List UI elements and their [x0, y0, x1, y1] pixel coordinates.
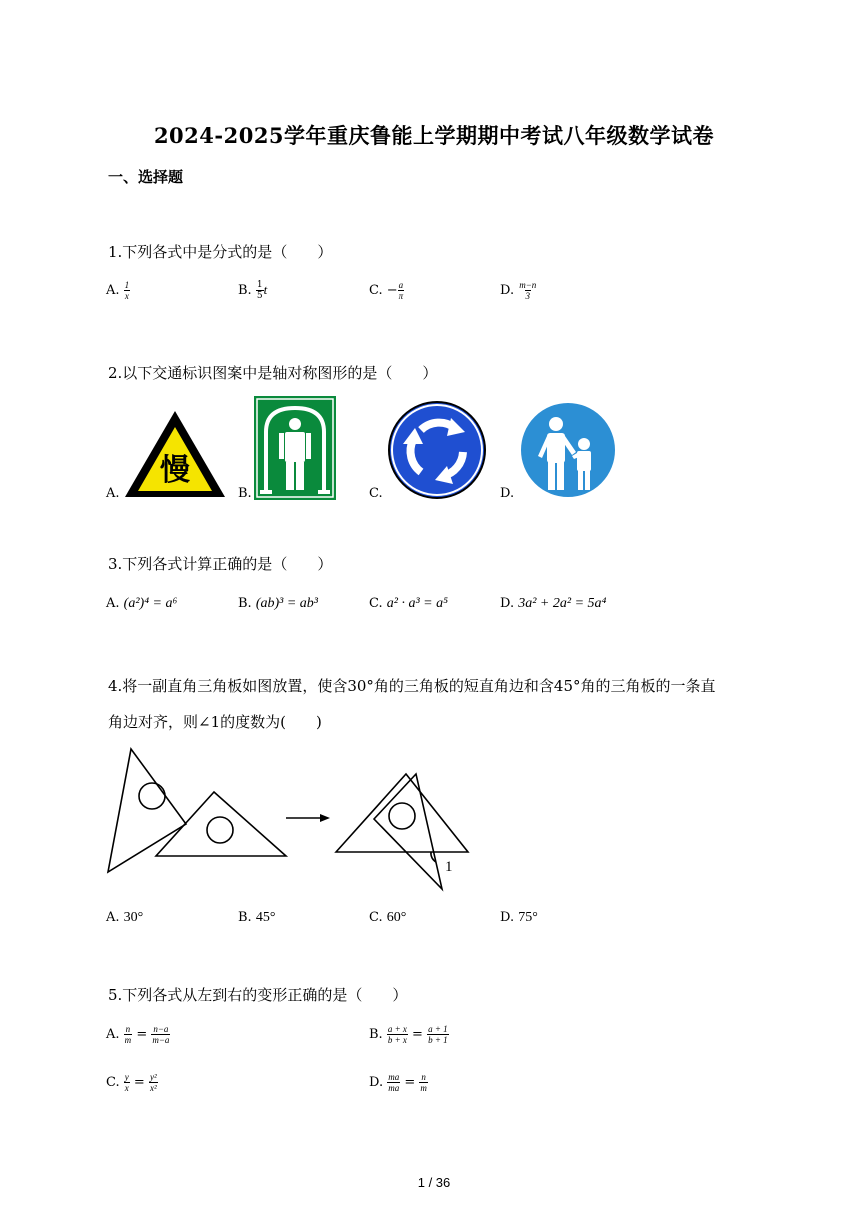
minus-sign: −: [386, 283, 398, 298]
fraction-right: $\frac{n}{m}$: [420, 1072, 427, 1093]
ruler-45-left: [156, 792, 286, 856]
option-label: A.: [106, 283, 120, 298]
option-label: C.: [369, 910, 383, 925]
q3-option-d[interactable]: [500, 596, 606, 612]
q4-option-c[interactable]: [369, 910, 406, 926]
triangle-rulers-figure: [100, 744, 480, 894]
expression: (a²)⁴ = a⁶: [123, 596, 178, 611]
fraction-left: $\frac{ma}{ma}$: [388, 1072, 400, 1093]
fraction-left: $\frac{y}{x}$: [124, 1072, 129, 1093]
equals-sign: =: [404, 1075, 416, 1090]
fraction-right: $\frac{n-a}{m-a}$: [152, 1024, 170, 1045]
slow-sign-icon[interactable]: [122, 408, 228, 500]
option-label: A.: [106, 596, 120, 611]
equals-sign: =: [133, 1075, 145, 1090]
page-number: 1 / 36: [417, 1175, 451, 1190]
fraction-left: $\frac{n}{m}$: [124, 1024, 132, 1045]
q1-option-c[interactable]: [369, 280, 404, 301]
option-label: C.: [369, 596, 383, 611]
q4-option-a[interactable]: [106, 910, 143, 926]
option-label: D.: [500, 910, 515, 925]
expression: (ab)³ = ab³: [255, 596, 318, 611]
equals-sign: =: [412, 1027, 423, 1042]
ruler-30-right: [374, 774, 442, 889]
fraction: $\frac{a}{\pi}$: [398, 280, 404, 301]
q3-option-b[interactable]: [238, 596, 318, 612]
ruler-45-left-hole: [207, 817, 233, 843]
question-3-stem: 3.下列各式计算正确的是（ ）: [108, 555, 333, 573]
fraction: $\frac{1}{5}$: [256, 280, 263, 301]
fraction-right: $\frac{a + 1}{b + 1}$: [428, 1024, 448, 1045]
ruler-30-right-hole: [389, 803, 415, 829]
ruler-30-left-hole: [139, 783, 165, 809]
variable: t: [263, 282, 268, 297]
section-heading: 一、选择题: [108, 168, 184, 186]
q1-option-d[interactable]: [500, 280, 537, 301]
option-label: B.: [238, 283, 252, 298]
angle-1-label: 1: [445, 859, 453, 875]
expression: a² · a³ = a⁵: [386, 596, 448, 611]
option-value: 60°: [386, 910, 407, 925]
q2-label-b[interactable]: B.: [238, 486, 252, 501]
fraction-left: $\frac{a + x}{b + x}$: [387, 1024, 407, 1045]
pedestrian-sign-icon[interactable]: [516, 400, 620, 500]
fraction: $\frac{1}{x}$: [124, 280, 130, 301]
question-1-stem: 1.下列各式中是分式的是（ ）: [108, 243, 333, 261]
option-value: 75°: [518, 910, 538, 925]
option-label: D.: [369, 1075, 384, 1090]
option-label: D.: [500, 596, 515, 611]
option-label: C.: [106, 1075, 120, 1090]
q5-option-b[interactable]: [369, 1024, 449, 1045]
option-label: B.: [369, 1027, 383, 1042]
roundabout-sign-icon[interactable]: [385, 400, 489, 500]
option-label: A.: [106, 1027, 120, 1042]
fraction-right: $\frac{\text{y²}}{\text{x²}}$: [149, 1072, 157, 1093]
q1-option-a[interactable]: [106, 280, 130, 301]
option-label: C.: [369, 283, 383, 298]
option-label: B.: [238, 596, 252, 611]
option-value: 30°: [123, 910, 144, 925]
q3-option-c[interactable]: [369, 596, 448, 612]
q2-label-c[interactable]: C.: [369, 486, 383, 501]
fraction: $\frac{m-n}{3}$: [519, 280, 537, 301]
ruler-30-left: [108, 749, 186, 872]
slow-sign-text: 慢: [160, 453, 190, 488]
q5-option-a[interactable]: [106, 1024, 170, 1045]
q4-option-d[interactable]: [500, 910, 538, 926]
q4-option-b[interactable]: [238, 910, 275, 926]
option-label: B.: [238, 910, 252, 925]
page-title: 2024-2025学年重庆鲁能上学期期中考试八年级数学试卷: [153, 123, 715, 148]
expression: 3a² + 2a² = 5a⁴: [518, 596, 607, 611]
q2-label-d[interactable]: D.: [500, 486, 515, 501]
ruler-45-right: [336, 774, 468, 852]
question-5-stem: 5.下列各式从左到右的变形正确的是（ ）: [108, 986, 408, 1004]
q3-option-a[interactable]: [106, 596, 177, 612]
transform-arrow-head: [320, 814, 330, 822]
q5-option-d[interactable]: [369, 1072, 428, 1093]
question-4-stem-line1: 4.将一副直角三角板如图放置，使含30°角的三角板的短直角边和含45°角的三角板的一条直: [108, 677, 716, 695]
question-4-stem-line2: 角边对齐，则∠1的度数为( ): [108, 713, 322, 731]
option-label: D.: [500, 283, 515, 298]
question-2-stem: 2.以下交通标识图案中是轴对称图形的是（ ）: [108, 364, 438, 382]
q5-option-c[interactable]: [106, 1072, 158, 1093]
emergency-shelter-sign-icon[interactable]: [254, 396, 336, 500]
option-label: A.: [106, 910, 120, 925]
option-value: 45°: [255, 910, 276, 925]
q1-option-b[interactable]: [238, 280, 267, 301]
q2-label-a[interactable]: A.: [106, 486, 120, 501]
equals-sign: =: [136, 1027, 148, 1042]
